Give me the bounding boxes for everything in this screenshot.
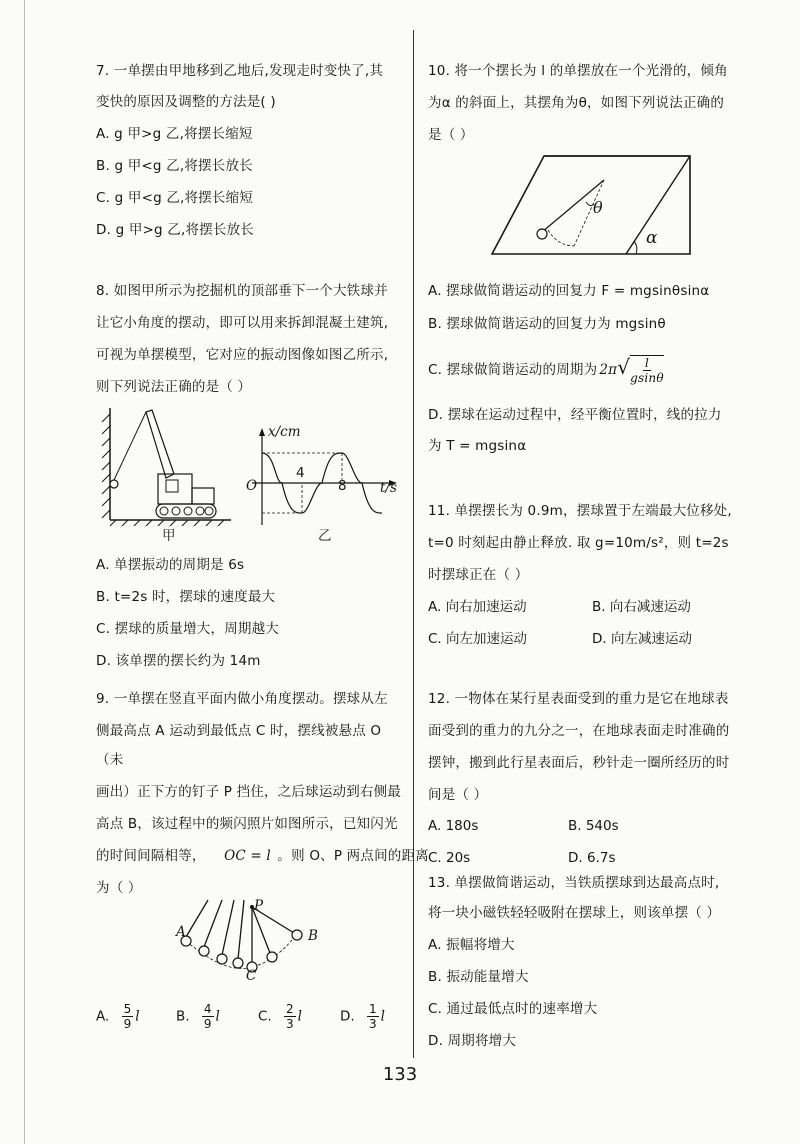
q13-option-a: A. 振幅将增大 — [428, 937, 515, 953]
column-divider — [413, 30, 414, 1058]
q8-option-b: B. t=2s 时，摆球的速度最大 — [96, 589, 276, 605]
q9-stem-line-5 — [96, 842, 429, 871]
question-8 — [96, 277, 408, 402]
q12-option-b: B. 540s — [568, 818, 619, 834]
q7-option-c: C. g 甲<g 乙,将摆长缩短 — [96, 190, 254, 206]
q8-graph-y-label: x/cm — [268, 424, 301, 440]
q9-flash-photo-figure — [166, 895, 366, 990]
q12-option-c: C. 20s — [428, 850, 471, 866]
q8-graph-x-label: t/s — [380, 480, 397, 496]
q11-option-c: C. 向左加速运动 — [428, 631, 528, 647]
q12-option-d: D. 6.7s — [568, 850, 616, 866]
q12-option-a: A. 180s — [428, 818, 479, 834]
q10-fig-alpha: α — [646, 228, 658, 248]
q13-option-d: D. 周期将增大 — [428, 1033, 517, 1049]
q12-stem-line-2: 面受到的重力的九分之一，在地球表面走时准确的 — [428, 723, 730, 739]
q9-option-d: D. $\frac{1}{3}$ l — [340, 1002, 385, 1031]
question-12 — [428, 685, 758, 874]
q13-option-c: C. 通过最低点时的速率增大 — [428, 1001, 598, 1017]
q12-stem-line-1: 12. 一物体在某行星表面受到的重力是它在地球表 — [428, 691, 729, 707]
q9-fig-label-c: C — [246, 968, 257, 984]
binding-edge-line — [24, 0, 25, 1144]
q7-option-d: D. g 甲>g 乙,将摆长放长 — [96, 222, 255, 238]
q9-options — [96, 1002, 408, 1042]
q10-option-c: C. 摆球做简谐运动的周期为 2π√ $\frac{l}{gsin\theta}$ — [428, 355, 664, 385]
question-13 — [428, 869, 758, 1056]
q8-graph-tick-8: 8 — [338, 478, 347, 494]
q13-stem-line-1: 13. 单摆做简谐运动，当铁质摆球到达最高点时, — [428, 875, 720, 891]
q12-stem-line-4: 间是（ ） — [428, 787, 488, 803]
q8-vibration-graph — [242, 425, 402, 535]
q9-stem-line-6: 为（ ） — [96, 880, 142, 896]
q9-stem-line-5b: 。则 O、P 两点间的距离 — [277, 848, 429, 864]
q8-stem-line-2: 让它小角度的摆动，即可以用来拆卸混凝土建筑, — [96, 315, 389, 331]
q13-option-b: B. 振动能量增大 — [428, 969, 529, 985]
q9-expr-oc: OC = l — [224, 848, 271, 864]
q9-fig-label-b: B — [308, 928, 318, 944]
q8-fig-left-caption: 甲 — [162, 528, 176, 544]
q8-option-d: D. 该单摆的摆长约为 14m — [96, 653, 261, 669]
q8-fig-right-caption: 乙 — [318, 528, 332, 544]
q9-option-c: C. $\frac{2}{3}$ l — [258, 1002, 302, 1031]
question-7 — [96, 57, 408, 245]
q11-stem-line-2: t=0 时刻起由静止释放. 取 g=10m/s²，则 t=2s — [428, 535, 729, 551]
q9-stem-line-4: 高点 B，该过程中的频闪照片如图所示，已知闪光 — [96, 816, 398, 832]
question-10 — [428, 57, 758, 150]
q10-option-d: D. 摆球在运动过程中，经平衡位置时，线的拉力 — [428, 407, 722, 423]
q13-stem-line-2: 将一块小磁铁轻轻吸附在摆球上，则该单摆（ ） — [428, 905, 721, 921]
q11-option-d: D. 向左减速运动 — [592, 631, 692, 647]
q10-option-a: A. 摆球做简谐运动的回复力 F = mgsinθsinα — [428, 283, 710, 299]
q8-graph-origin: O — [246, 478, 258, 494]
q7-stem-line-2: 变快的原因及调整的方法是( ) — [96, 94, 276, 110]
q8-stem-line-4: 则下列说法正确的是（ ） — [96, 379, 252, 395]
q10-options — [428, 277, 758, 461]
q8-option-a: A. 单摆振动的周期是 6s — [96, 557, 245, 573]
q11-stem-line-1: 11. 单摆摆长为 0.9m，摆球置于左端最大位移处, — [428, 503, 732, 519]
q10-stem-line-3: 是（ ） — [428, 127, 474, 143]
q9-stem-line-5a: 的时间间隔相等， — [96, 848, 206, 864]
q8-stem-line-3: 可视为单摆模型，它对应的振动图像如图乙所示, — [96, 347, 389, 363]
q8-options — [96, 551, 408, 676]
q9-stem-line-3: 画出）正下方的钉子 P 挡住，之后球运动到右侧最 — [96, 784, 402, 800]
q7-stem-line-1: 7. 一单摆由甲地移到乙地后,发现走时变快了,其 — [96, 63, 384, 79]
q9-fig-label-p: P — [254, 898, 264, 914]
q7-option-a: A. g 甲>g 乙,将摆长缩短 — [96, 126, 253, 142]
q11-stem-line-3: 时摆球正在（ ） — [428, 567, 529, 583]
q10-stem-line-1: 10. 将一个摆长为 l 的单摆放在一个光滑的，倾角 — [428, 63, 728, 79]
q11-option-b: B. 向右减速运动 — [592, 599, 691, 615]
q11-option-a: A. 向右加速运动 — [428, 599, 527, 615]
q10-stem-line-2: 为α 的斜面上，其摆角为θ，如图下列说法正确的 — [428, 95, 725, 111]
q9-option-a: A. $\frac{5}{9}$ l — [96, 1002, 140, 1031]
q10-option-d-line-2: 为 T = mgsinα — [428, 438, 527, 454]
q8-option-c: C. 摆球的质量增大，周期越大 — [96, 621, 280, 637]
q7-option-b: B. g 甲<g 乙,将摆长放长 — [96, 158, 253, 174]
q11-options — [428, 593, 758, 657]
q8-stem-line-1: 8. 如图甲所示为挖掘机的顶部垂下一个大铁球并 — [96, 283, 388, 299]
q12-options — [428, 812, 758, 874]
q9-stem-line-1: 9. 一单摆在竖直平面内做小角度摆动。摆球从左 — [96, 691, 388, 707]
q9-option-b: B. $\frac{4}{9}$ l — [176, 1002, 220, 1031]
q9-fig-label-a: A — [176, 924, 186, 940]
q10-option-b: B. 摆球做简谐运动的回复力为 mgsinθ — [428, 316, 666, 332]
q9-stem-line-2: 侧最高点 A 运动到最低点 C 时，摆线被悬点 O（未 — [96, 723, 382, 768]
page-number: 133 — [382, 1064, 418, 1085]
q10-fig-theta: θ — [593, 198, 603, 217]
q8-graph-tick-4: 4 — [296, 465, 305, 481]
question-9 — [96, 685, 429, 903]
q12-stem-line-3: 摆钟，搬到此行星表面后，秒针走一圈所经历的时 — [428, 755, 730, 771]
question-11 — [428, 497, 758, 657]
